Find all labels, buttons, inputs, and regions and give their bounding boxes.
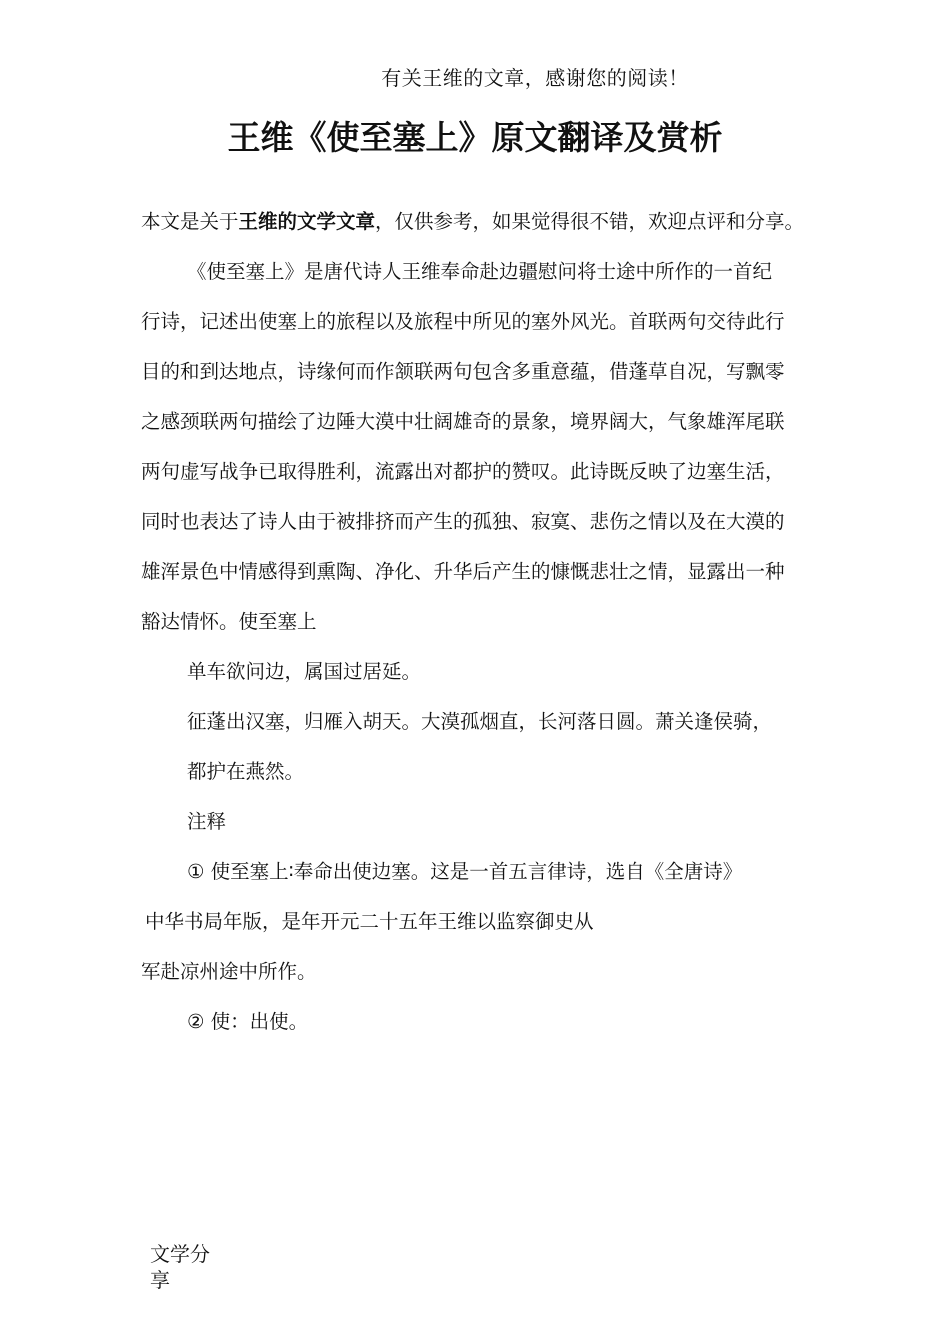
header-note: 有关王维的文章，感谢您的阅读！: [381, 66, 689, 90]
page-title: 王维《使至塞上》原文翻译及赏析: [227, 118, 723, 157]
note-line: ② 使：出使。: [187, 1010, 309, 1033]
poem-line: 都护在燕然。: [187, 760, 305, 783]
body-line: 《使至塞上》是唐代诗人王维奉命赴边疆慰问将士途中所作的一首纪: [187, 260, 773, 283]
body-line: 雄浑景色中情感得到熏陶、净化、升华后产生的慷慨悲壮之情，显露出一种: [141, 560, 785, 583]
intro-suffix: ，仅供参考，如果觉得很不错，欢迎点评和分享。: [375, 210, 805, 233]
intro-prefix: 本文是关于: [141, 210, 239, 233]
intro-paragraph: [141, 208, 804, 236]
body-line: 行诗，记述出使塞上的旅程以及旅程中所见的塞外风光。首联两句交待此行: [141, 310, 785, 333]
note-line: 军赴凉州途中所作。: [141, 960, 317, 983]
body-line: 目的和到达地点，诗缘何而作颔联两句包含多重意蕴，借蓬草自况，写飘零: [141, 360, 785, 383]
intro-bold-text: 王维的文学文章: [238, 210, 376, 233]
body-line: 同时也表达了诗人由于被排挤而产生的孤独、寂寞、悲伤之情以及在大漠的: [141, 510, 785, 533]
note-line: 中华书局年版，是年开元二十五年王维以监察御史从: [145, 910, 594, 933]
body-line: 之感颈联两句描绘了边陲大漠中壮阔雄奇的景象，境界阔大，气象雄浑尾联: [141, 410, 785, 433]
body-line: 豁达情怀。使至塞上: [141, 610, 317, 633]
poem-line: 单车欲问边，属国过居延。: [187, 660, 422, 683]
body-line: 两句虚写战争已取得胜利，流露出对都护的赞叹。此诗既反映了边塞生活，: [141, 460, 785, 483]
notes-heading: 注释: [187, 810, 227, 833]
poem-line: 征蓬出汉塞，归雁入胡天。大漠孤烟直，长河落日圆。萧关逢侯骑，: [187, 710, 773, 733]
note-line: ① 使至塞上∶奉命出使边塞。这是一首五言律诗，选自《全唐诗》: [187, 860, 743, 883]
footer-mark: 文学分享: [150, 1242, 210, 1292]
